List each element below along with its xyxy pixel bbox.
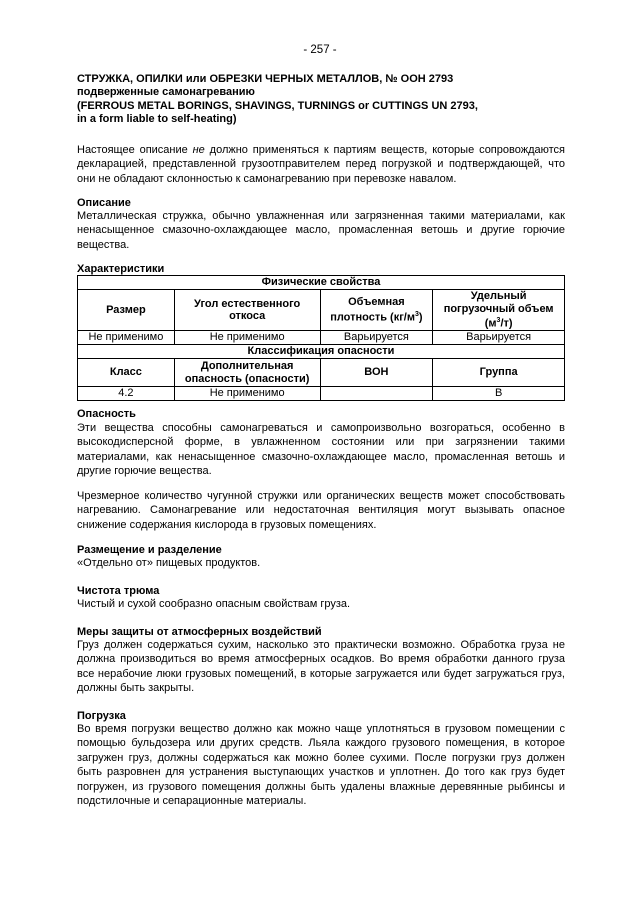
title-line-2: подверженные самонагреванию <box>77 86 255 99</box>
val-subsidiary: Не применимо <box>174 387 320 401</box>
characteristics-heading: Характеристики <box>77 263 165 275</box>
col-class: Класс <box>78 359 175 387</box>
hazard-paragraph-2: Чрезмерное количество чугунной стружки или органических веществ может способствовать нагреванию. Самонагревание или недостаточная вентиляция могут вызывать опасное снижение содержания кислорода в грузовых помещениях. <box>77 490 565 531</box>
title-line-1: СТРУЖКА, ОПИЛКИ или ОБРЕЗКИ ЧЕРНЫХ МЕТАЛЛОВ, № ООН 2793 <box>77 73 454 85</box>
val-angle: Не применимо <box>174 331 320 345</box>
title-line-4: in a form liable to self-heating) <box>77 112 237 125</box>
cleanliness-text: Чистый и сухой сообразно опасным свойствам груза. <box>77 598 351 610</box>
col-volume-text: Удельный погрузочный объем (м <box>443 290 554 330</box>
loading-text: Во время погрузки вещество должно как можно чаще уплотняться в грузовом помещении с помощью бульдозера или других средств. Льяла каждого грузового помещения, в которое загружен груз, должны содержаться как можно более сухими. После погрузки груз должен быть разровнен для устранения выступающих участков и уплотнен. До того как груз будет погружен, из грузового помещения должны быть удалены влажные деревянные рыбинсы и подстилочные и сепарационные материалы. <box>77 723 565 808</box>
characteristics-table <box>77 275 565 401</box>
val-density: Варьируется <box>320 331 433 345</box>
col-volume-end: /т) <box>500 317 513 330</box>
intro-paragraph <box>77 143 565 186</box>
col-density-sup: 3 <box>415 310 419 318</box>
physical-properties-title: Физические свойства <box>78 276 565 290</box>
val-mhb <box>320 387 433 401</box>
val-class: 4.2 <box>78 387 175 401</box>
col-group: Группа <box>433 359 565 387</box>
hazard-paragraph-1: Эти вещества способны самонагреваться и самопроизвольно возгораться, особенно в высокодисперсной форме, в увлажненном состоянии или при загрязнении такими материалами, как ненасыщенное смазочно-охлаждающее масло, промасленная ветошь и другие горючие вещества. <box>77 422 565 478</box>
intro-text-after: должно применяться к партиям веществ, которые сопровождаются декларацией, представленной грузоотправителем перед погрузкой и подтверждающей, что они не обладают склонностью к самонагреванию при перевозке навалом. <box>77 144 565 185</box>
col-volume-sup: 3 <box>496 317 501 324</box>
val-group: B <box>433 387 565 401</box>
col-volume <box>433 290 565 331</box>
stowage-heading: Размещение и разделение <box>77 544 222 556</box>
col-size: Размер <box>78 290 175 331</box>
hazard-classification-title: Классификация опасности <box>78 345 565 359</box>
weather-heading: Меры защиты от атмосферных воздействий <box>77 626 322 638</box>
intro-emphasis: не <box>192 144 205 156</box>
intro-text-before: Настоящее описание <box>77 144 193 156</box>
stowage-text: «Отдельно от» пищевых продуктов. <box>77 557 261 569</box>
val-size: Не применимо <box>78 331 175 345</box>
description-text: Металлическая стружка, обычно увлажненная или загрязненная такими материалами, как ненасыщенное смазочно-охлаждающее масло, промасленная ветошь и другие горючие вещества. <box>77 210 565 251</box>
col-angle: Угол естественного откоса <box>174 290 320 331</box>
page-number: - 257 - <box>303 44 337 56</box>
weather-text: Груз должен содержаться сухим, насколько это практически возможно. Обработка груза не должна производиться во время атмосферных осадков. Во время обработки данного груза все нерабочие люки грузовых помещений, в которые загружается или будет загружаться груз, должны быть закрыты. <box>77 639 565 695</box>
col-density-end: ) <box>418 311 423 324</box>
hazard-heading: Опасность <box>77 408 136 420</box>
description-heading: Описание <box>77 197 131 209</box>
title-line-3: (FERROUS METAL BORINGS, SHAVINGS, TURNINGS or CUTTINGS UN 2793, <box>77 99 478 112</box>
col-density <box>320 290 433 331</box>
cleanliness-heading: Чистота трюма <box>77 585 160 597</box>
val-volume: Варьируется <box>433 331 565 345</box>
col-mhb: ВОН <box>320 359 433 387</box>
col-subsidiary: Дополнительная опасность (опасности) <box>174 359 320 387</box>
document-title <box>77 73 565 126</box>
loading-heading: Погрузка <box>77 710 126 722</box>
col-density-text: Объемная плотность (кг/м <box>330 296 415 324</box>
